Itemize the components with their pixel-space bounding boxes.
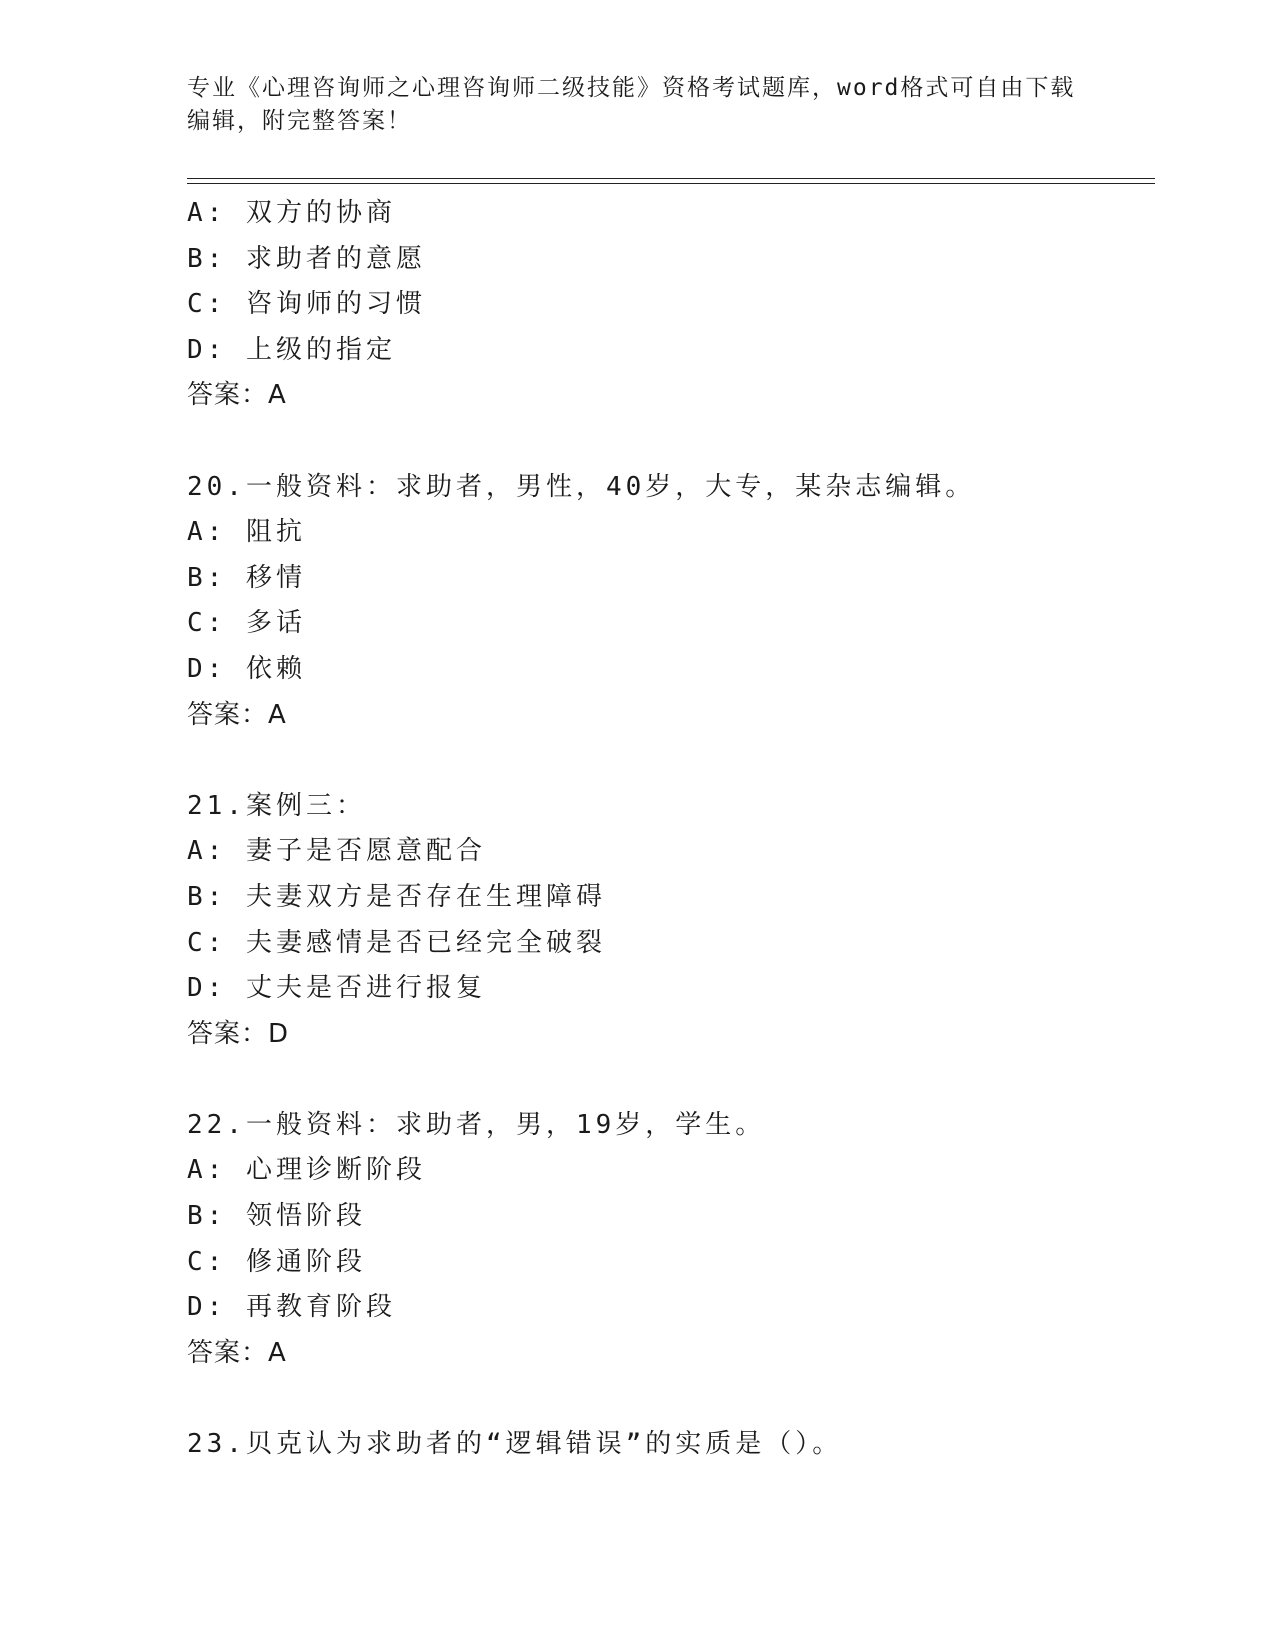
document-header (187, 72, 1087, 138)
option-b: B: 移情 (187, 562, 306, 593)
option-d: D: 再教育阶段 (187, 1292, 396, 1323)
question-21 (187, 784, 1155, 1058)
header-line-2: 编辑，附完整答案！ (187, 108, 412, 134)
option-c: C: 夫妻感情是否已经完全破裂 (187, 927, 606, 958)
option-d: D: 依赖 (187, 653, 306, 684)
option-a: A: 妻子是否愿意配合 (187, 836, 486, 867)
header-rule-bottom (187, 183, 1155, 184)
answer: 答案：A (187, 699, 287, 730)
option-c: C: 多话 (187, 608, 306, 639)
option-a: A: 阻抗 (187, 517, 306, 548)
question-list (187, 191, 1155, 1468)
option-c: C: 修通阶段 (187, 1246, 366, 1277)
question-stem: 22.一般资料：求助者，男，19岁，学生。 (187, 1109, 766, 1140)
answer: 答案：A (187, 380, 287, 411)
question-20 (187, 465, 1155, 739)
fragment-block (187, 191, 1155, 419)
option-a: A: 心理诊断阶段 (187, 1155, 426, 1186)
header-rule-top (187, 178, 1155, 179)
option-c: C: 咨询师的习惯 (187, 289, 426, 320)
option-d: D: 丈夫是否进行报复 (187, 973, 486, 1004)
question-stem: 23.贝克认为求助者的“逻辑错误”的实质是（）。 (187, 1429, 843, 1460)
header-line-1: 专业《心理咨询师之心理咨询师二级技能》资格考试题库，word格式可自由下载 (187, 75, 1076, 101)
option-b: B: 求助者的意愿 (187, 243, 426, 274)
option-b: B: 夫妻双方是否存在生理障碍 (187, 881, 606, 912)
question-23 (187, 1422, 1155, 1468)
question-22 (187, 1103, 1155, 1377)
question-stem: 21.案例三： (187, 790, 366, 821)
option-b: B: 领悟阶段 (187, 1201, 366, 1232)
option-a: A: 双方的协商 (187, 198, 396, 228)
answer: 答案：D (187, 1018, 290, 1049)
answer: 答案：A (187, 1337, 287, 1368)
option-d: D: 上级的指定 (187, 334, 396, 365)
question-stem: 20.一般资料：求助者，男性，40岁，大专，某杂志编辑。 (187, 471, 976, 502)
